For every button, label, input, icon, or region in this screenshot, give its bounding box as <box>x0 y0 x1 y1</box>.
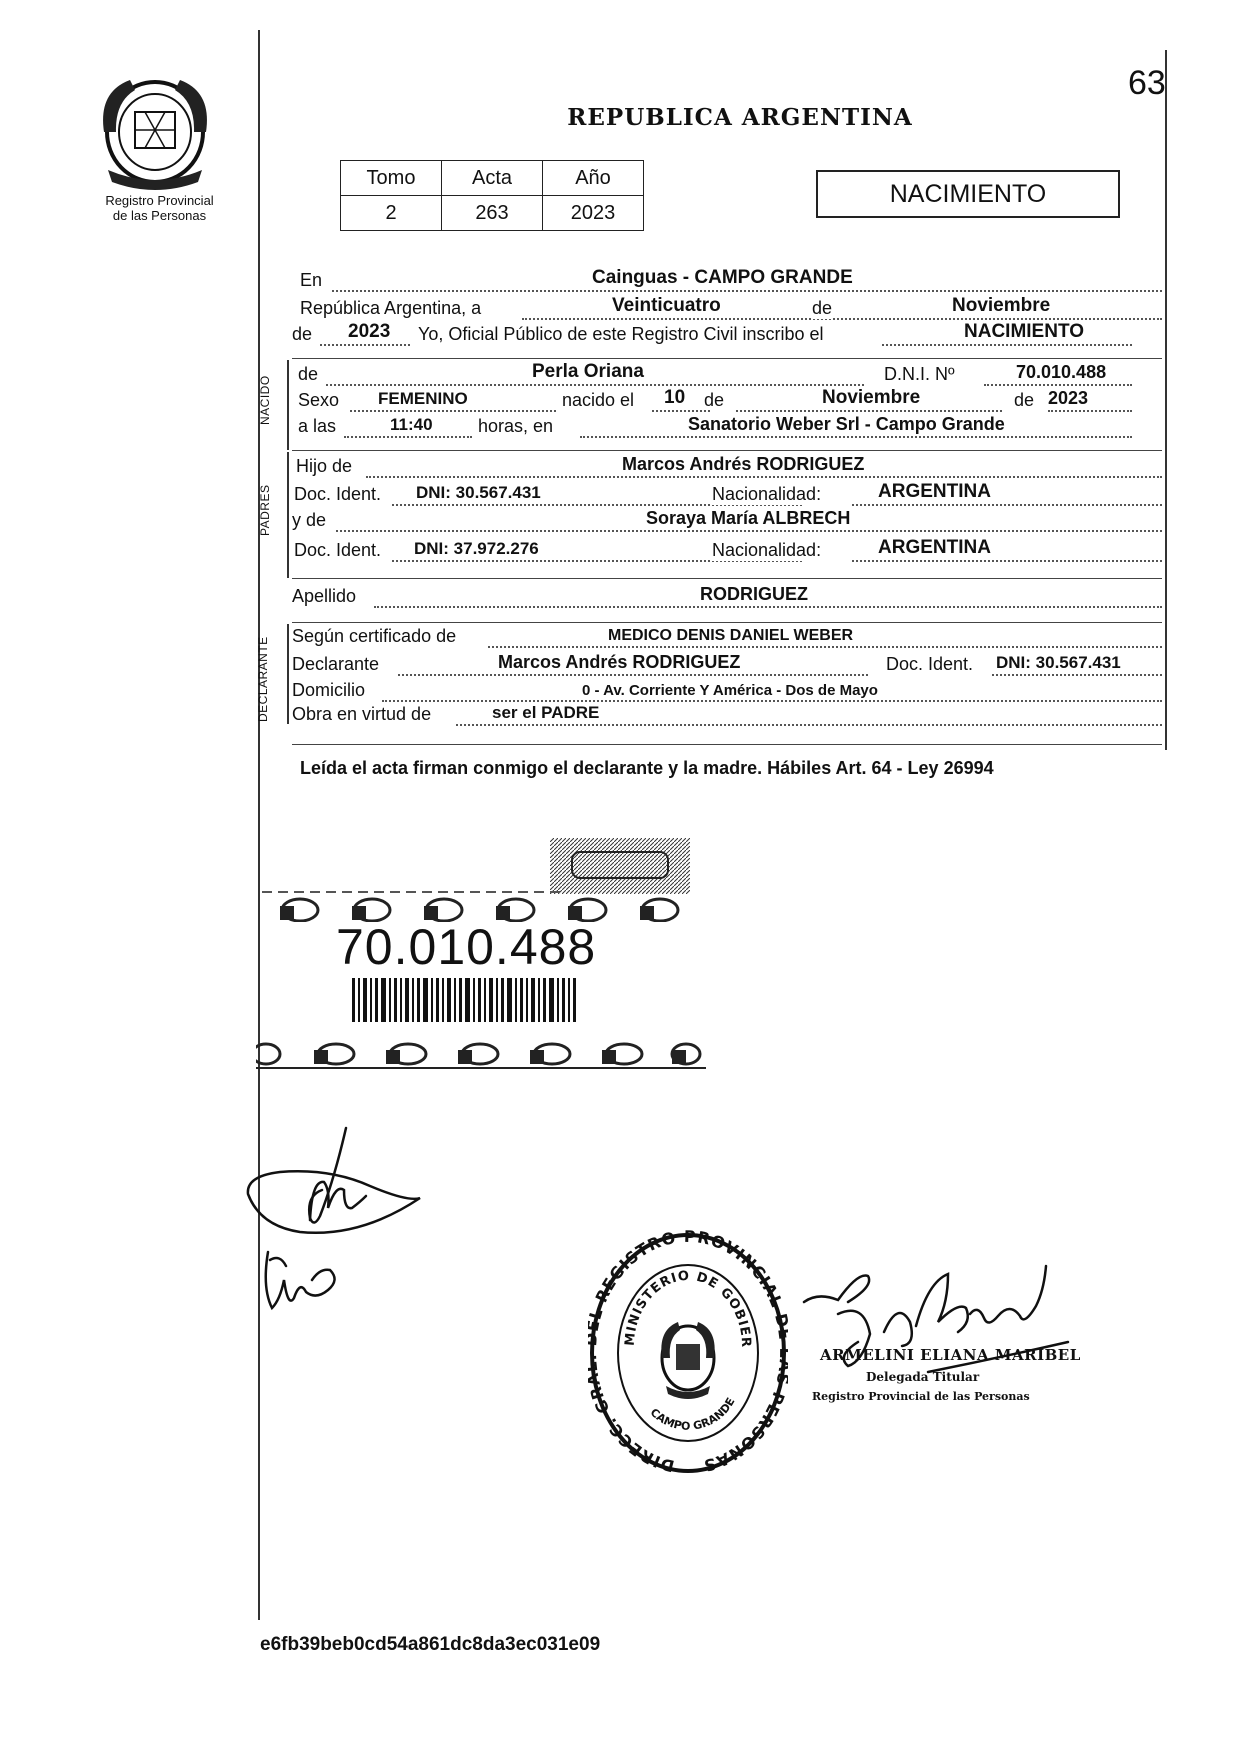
y-de-label: y de <box>292 510 327 530</box>
mother-nationality-label: Nacionalidad: <box>712 540 822 560</box>
seal-coat-of-arms-icon <box>661 1322 714 1399</box>
barcode <box>352 978 576 1022</box>
security-band-bottom <box>256 1040 706 1070</box>
logo-caption <box>92 193 227 223</box>
section-label-padres: PADRES <box>258 484 272 536</box>
mother-name-value: Soraya María ALBRECH <box>646 508 851 528</box>
child-dni-value: 70.010.488 <box>1016 362 1107 382</box>
official-seal <box>588 1226 788 1480</box>
header-tomo: Tomo <box>341 161 442 196</box>
obra-value: ser el PADRE <box>492 703 600 722</box>
value-anio: 2023 <box>543 196 644 231</box>
declarante-doc-label: Doc. Ident. <box>886 654 974 674</box>
mother-nationality-value: ARGENTINA <box>878 537 991 558</box>
father-nationality-value: ARGENTINA <box>878 481 991 502</box>
year-value: 2023 <box>348 321 391 342</box>
declarante-label: Declarante <box>292 654 380 674</box>
a-las-label: a las <box>298 416 337 436</box>
registry-table-header-row <box>341 161 644 196</box>
page-number: 63 <box>1128 64 1166 102</box>
security-dni-number: 70.010.488 <box>336 919 597 975</box>
domicilio-label: Domicilio <box>292 680 366 700</box>
dni-label: D.N.I. Nº <box>884 364 955 384</box>
row-declarante <box>292 652 1162 678</box>
section-label-declarante: DECLARANTE <box>256 636 270 722</box>
value-acta: 263 <box>442 196 543 231</box>
child-name-value: Perla Oriana <box>532 361 644 382</box>
birth-year-value: 2023 <box>1048 388 1089 408</box>
apellido-value: RODRIGUEZ <box>700 584 808 604</box>
birth-month-value: Noviembre <box>822 387 921 408</box>
header-acta: Acta <box>442 161 543 196</box>
nacido-el-label: nacido el <box>562 390 635 410</box>
row-place <box>292 268 1162 294</box>
row-mother-doc <box>292 538 1162 564</box>
official-role: Delegada Titular <box>866 1370 980 1384</box>
inscribe-text: Yo, Oficial Público de este Registro Civil inscribo el <box>418 324 824 344</box>
father-doc-label: Doc. Ident. <box>294 484 382 504</box>
left-margin-line <box>258 30 260 1620</box>
right-margin-line <box>1165 50 1167 750</box>
birth-place-value: Sanatorio Weber Srl - Campo Grande <box>688 414 1005 434</box>
mother-doc-value: DNI: 37.972.276 <box>414 539 539 558</box>
document-title: REPUBLICA ARGENTINA <box>567 104 913 131</box>
row-father <box>292 454 1162 480</box>
sexo-value: FEMENINO <box>378 389 468 408</box>
birth-day-value: 10 <box>664 387 686 408</box>
row-nacido-name <box>292 362 1162 388</box>
seal-inner-text: MINISTERIO DE GOBIER <box>622 1268 754 1349</box>
row-nacido-sexo <box>292 388 1162 414</box>
row-apellido <box>292 584 1162 610</box>
row-nacido-hora <box>292 414 1162 440</box>
certificate-type-box: NACIMIENTO <box>816 170 1120 218</box>
section-label-nacido: NACIDO <box>258 375 272 425</box>
header-anio: Año <box>543 161 644 196</box>
row-father-doc <box>292 482 1162 508</box>
republica-label: República Argentina, a <box>300 298 482 318</box>
row-inscribe <box>292 322 1162 348</box>
registry-table-value-row <box>341 196 644 231</box>
row-date <box>292 296 1162 322</box>
de-year-label: de <box>292 324 313 344</box>
father-doc-value: DNI: 30.567.431 <box>416 483 541 502</box>
father-nationality-label: Nacionalidad: <box>712 484 822 504</box>
logo-caption-line2: de las Personas <box>112 208 207 223</box>
registry-table <box>340 160 644 231</box>
domicilio-value: 0 - Av. Corriente Y América - Dos de Mayo <box>582 682 878 699</box>
en-label: En <box>300 270 323 290</box>
hijo-de-label: Hijo de <box>296 456 353 476</box>
month-value: Noviembre <box>952 295 1051 316</box>
row-certificado <box>292 624 1162 650</box>
inscribe-value: NACIMIENTO <box>964 321 1084 342</box>
apellido-label: Apellido <box>292 586 357 606</box>
official-office: Registro Provincial de las Personas <box>812 1390 1030 1403</box>
de1-label: de <box>704 390 725 410</box>
declarante-doc-value: DNI: 30.567.431 <box>996 653 1121 672</box>
seal-outer-text: DIRECC. G REGISTRO PROVINCIAL PERSONAS <box>590 1226 788 1476</box>
sexo-label: Sexo <box>298 390 340 410</box>
birth-time-value: 11:40 <box>390 415 433 434</box>
de-label: de <box>812 298 833 318</box>
obra-label: Obra en virtud de <box>292 704 432 724</box>
row-mother <box>292 508 1162 534</box>
certificado-value: MEDICO DENIS DANIEL WEBER <box>608 627 854 644</box>
declarante-name-value: Marcos Andrés RODRIGUEZ <box>498 652 741 672</box>
declarant-signature <box>240 1120 440 1320</box>
misiones-coat-of-arms-logo <box>90 72 220 190</box>
row-domicilio <box>292 678 1162 704</box>
seal-bottom-text: CAMPO GRANDE <box>647 1395 738 1433</box>
segun-label: Según certificado de <box>292 626 457 646</box>
logo-caption-line1: Registro Provincial <box>105 193 214 208</box>
closing-statement: Leída el acta firman conmigo el declarante y la madre. Hábiles Art. 64 - Ley 26994 <box>300 758 994 778</box>
official-name: ARMELINI ELIANA MARIBEL <box>820 1346 1081 1364</box>
de2-label: de <box>1014 390 1035 410</box>
place-value: Cainguas - CAMPO GRANDE <box>592 267 853 288</box>
nacido-de-label: de <box>298 364 319 384</box>
security-stamp-pattern <box>550 838 690 894</box>
mother-doc-label: Doc. Ident. <box>294 540 382 560</box>
horas-label: horas, en <box>478 416 554 436</box>
document-hash: e6fb39beb0cd54a861dc8da3ec031e09 <box>260 1634 601 1655</box>
day-words-value: Veinticuatro <box>612 295 721 316</box>
security-band-top <box>262 888 702 922</box>
value-tomo: 2 <box>341 196 442 231</box>
father-name-value: Marcos Andrés RODRIGUEZ <box>622 454 865 474</box>
row-obra <box>292 702 1162 728</box>
